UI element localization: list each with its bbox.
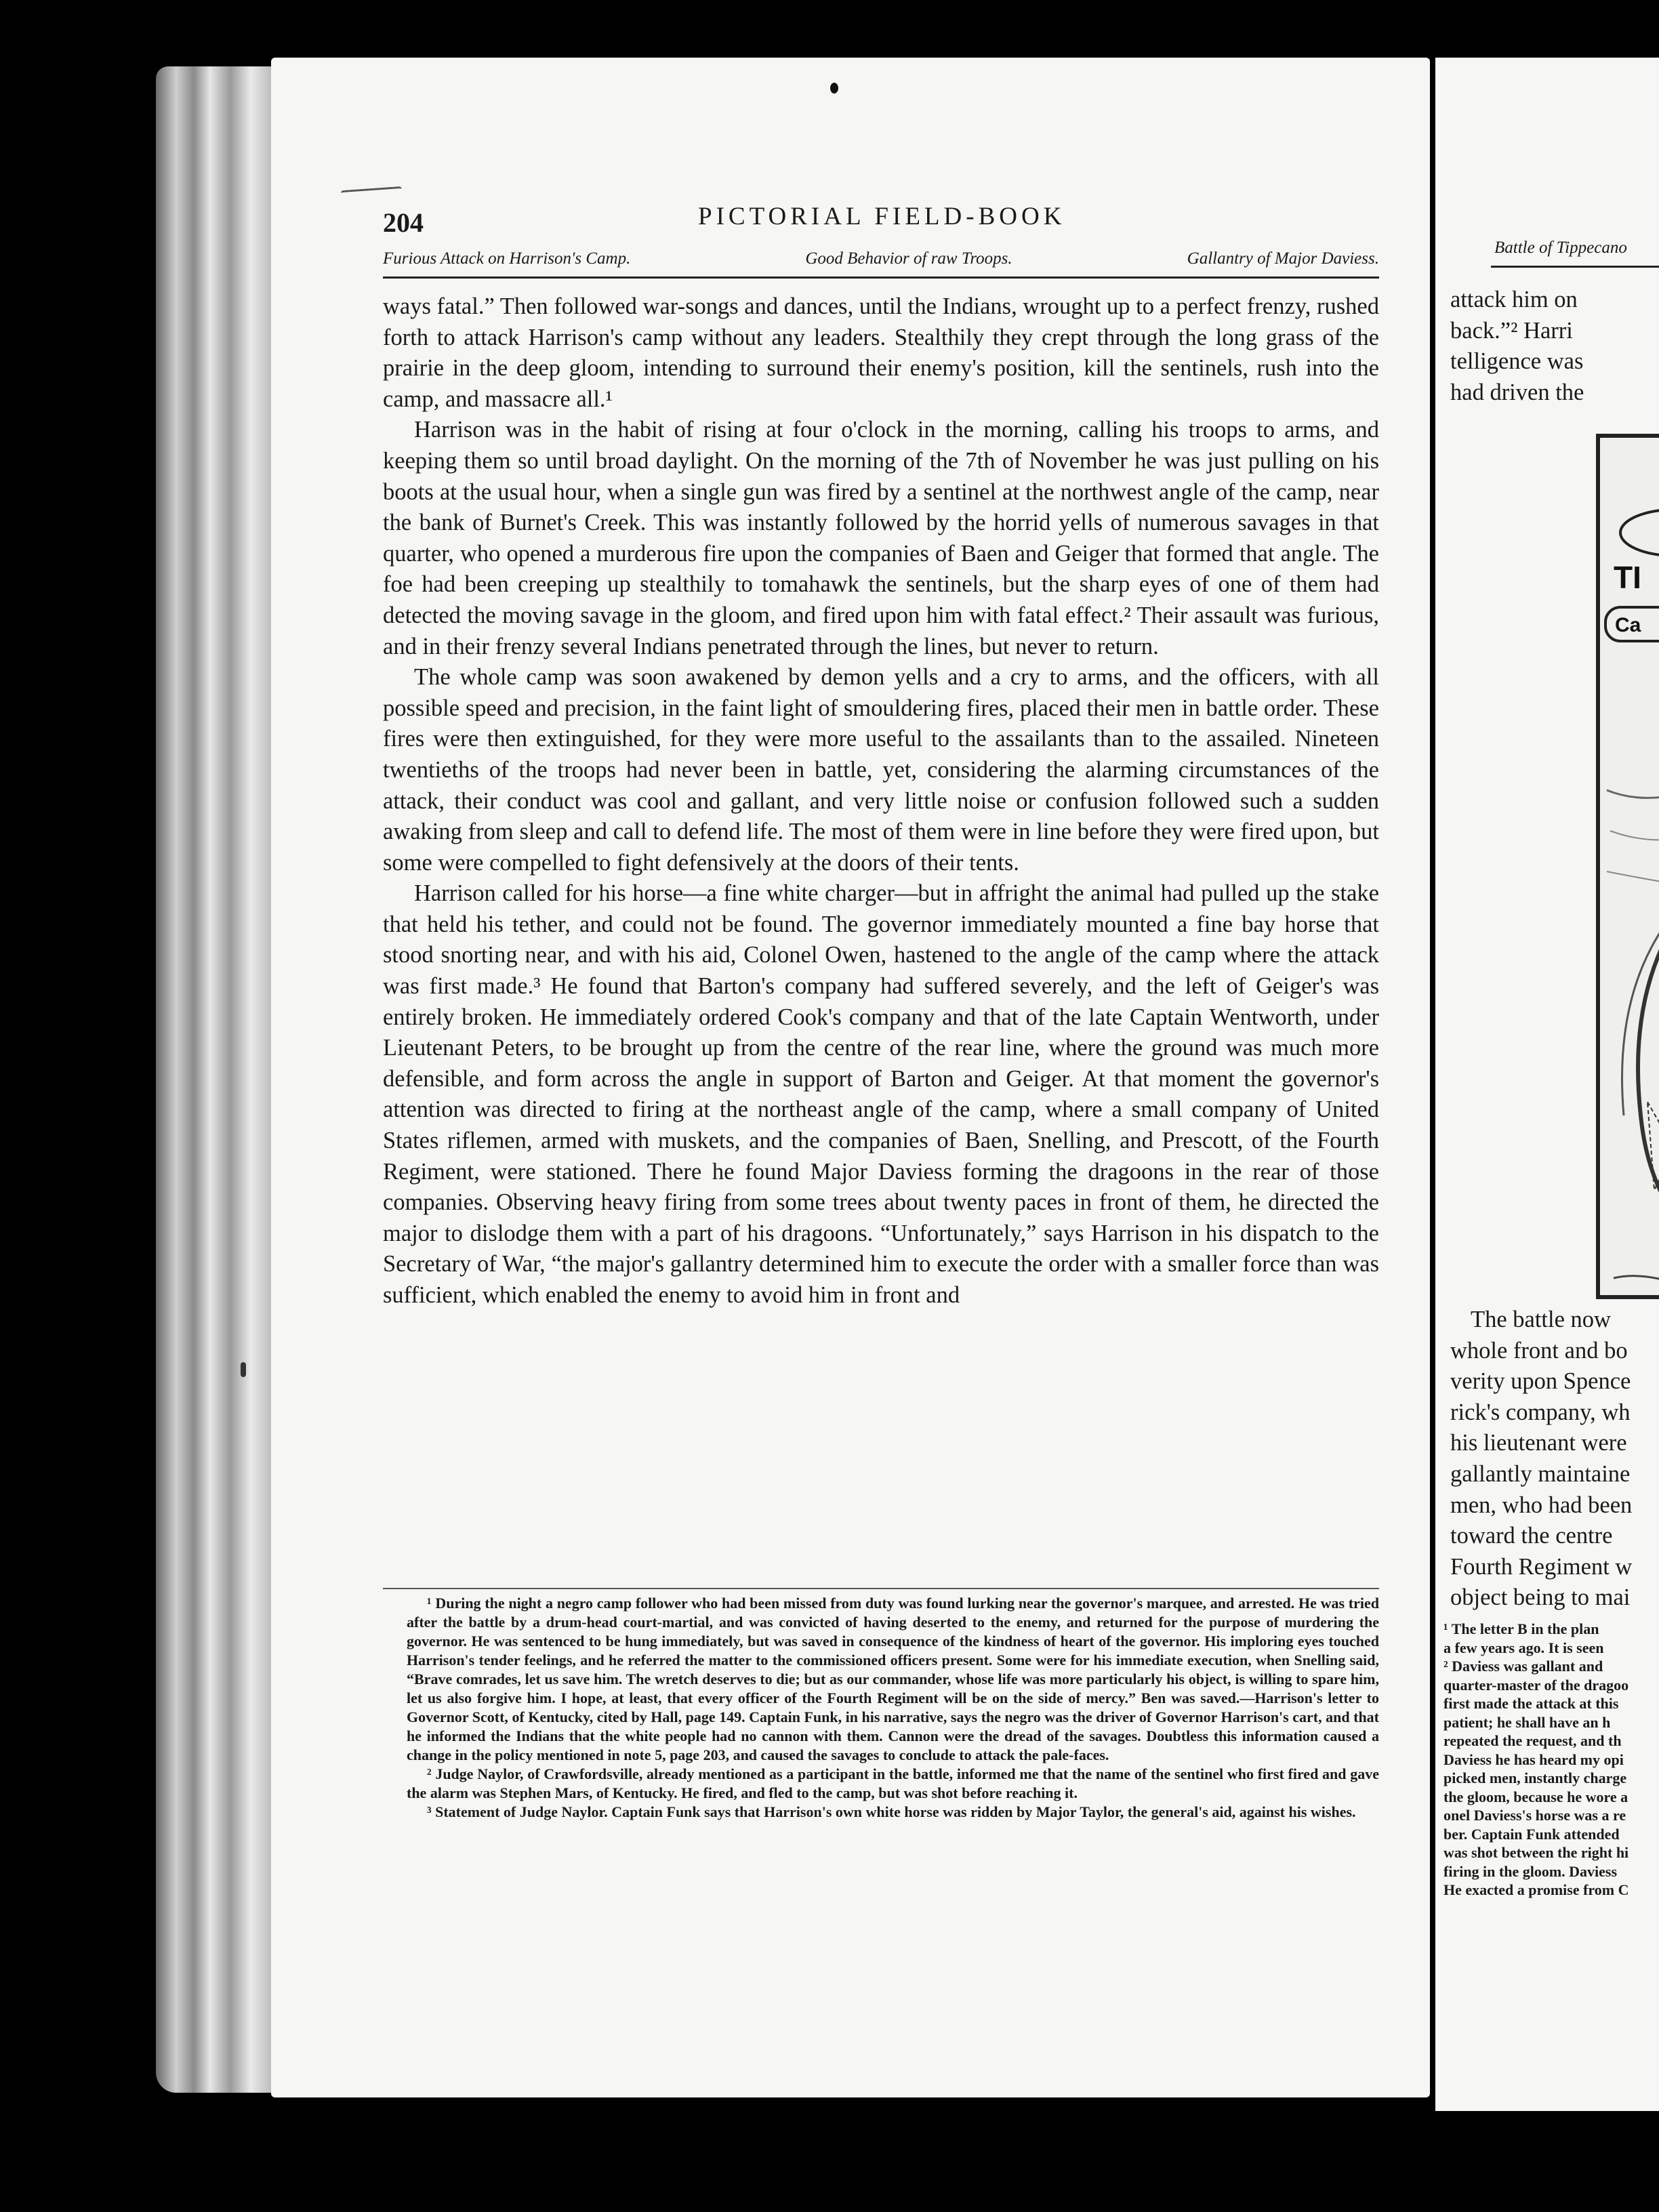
subhead-left: Furious Attack on Harrison's Camp. (383, 249, 631, 268)
note-line: the gloom, because he wore a (1443, 1788, 1629, 1805)
text-line: back.”² Harri (1450, 317, 1573, 344)
note-line: He exacted a promise from C (1443, 1881, 1629, 1898)
running-title: PICTORIAL FIELD-BOOK (698, 203, 1066, 230)
text-line: Fourth Regiment w (1450, 1553, 1633, 1580)
footnotes (407, 1594, 1379, 1822)
note-line: first made the attack at this (1443, 1695, 1619, 1712)
right-page-header-rule (1491, 266, 1659, 268)
note-line: Daviess he has heard my opi (1443, 1750, 1624, 1768)
footnote: ¹ During the night a negro camp follower who had been missed from duty was found lurking near the governor's marquee, and arrested. He was tried after the battle by a drum-head court-martial, and was convicted of having deserted to the enemy, and returned for the purpose of murdering the governor. He was sentenced to be hung immediately, but was saved in consequence of the kindness of heart of the governor. His imploring eyes touched Harrison's tender feelings, and he referred the matter to the commissioned officers present. Some were for his immediate execution, when Snelling said, “Brave comrades, let us save him. The wretch deserves to die; but as our commander, whose life was more particularly his object, is willing to spare him, let us also forgive him. I hope, at least, that every officer of the Fourth Regiment will be on the side of mercy.” Ben was saved.—Harrison's letter to Governor Scott, of Kentucky, cited by Hall, page 149. Captain Funk, in his narrative, says the negro was the driver of Governor Harrison's cart, and that he informed the Indians that the white people had no cannon with them. Cannon were the dread of the savages. Doubtless this information caused a change in the policy mentioned in note 5, page 203, and caused the savages to conclude to attack the pale-faces. (407, 1595, 1379, 1763)
note-line: ² Daviess was gallant and (1443, 1658, 1603, 1675)
note-line: ber. Captain Funk attended (1443, 1825, 1620, 1843)
battle-plan-map (1596, 434, 1659, 1299)
footnote: ² Judge Naylor, of Crawfordsville, already mentioned as a participant in the battle, informed me that the name of the sentinel who first fired and gave the alarm was Stephen Mars, of Kentucky. He fired, and fled to the camp, but was shot before reaching it. (407, 1765, 1379, 1801)
margin-mark (241, 1362, 246, 1377)
paragraph: Harrison was in the habit of rising at four o'clock in the morning, calling his troops to arms, and keeping them so until broad daylight. On the morning of the 7th of November he was just pulling on his boots at the usual hour, when a single gun was fired by a sentinel at the northwest angle of the camp, near the bank of Burnet's Creek. This was instantly followed by the horrid yells of numerous savages in that quarter, who opened a murderous fire upon the companies of Baen and Geiger that formed that angle. The foe had been creeping up stealthily to tomahawk the sentinels, but the sharp eyes of one of them had detected the moving savage in the gloom, and fired upon him with fatal effect.² Their assault was furious, and in their frenzy several Indians penetrated through the lines, but never to return. (383, 417, 1379, 659)
paragraph: Harrison called for his horse—a fine white charger—but in affright the animal had pulled up the stake that held his tether, and could not be found. The governor immediately mounted a fine bay horse that stood snorting near, and with his aid, Colonel Owen, hastened to the angle of the camp where the attack was first made.³ He found that Barton's company had suffered severely, and the left of Geiger's was entirely broken. He immediately ordered Cook's company and that of the late Captain Wentworth, under Lieutenant Peters, to be brought up from the centre of the rear line, where the ground was much more defensible, and form across the angle in support of Barton and Geiger. At that moment the governor's attention was directed to firing at the northeast angle of the camp, where a small company of United States riflemen, armed with muskets, and the companies of Baen, Snelling, and Prescott, of the Fourth Regiment, were stationed. There he found Major Daviess forming the dragoons in the rear of those companies. Observing heavy firing from some trees about twenty paces in front of them, he directed the major to dislodge them with a part of his dragoons. “Unfortunately,” says Harrison in his dispatch to the Secretary of War, “the major's gallantry determined him to execute the order with a smaller force than was sufficient, which enabled the enemy to avoid him in front and (383, 880, 1379, 1308)
footnote-rule (383, 1588, 1379, 1589)
text-line: object being to mai (1450, 1584, 1631, 1611)
note-line: was shot between the right hi (1443, 1844, 1629, 1861)
binding-stitch-mark (830, 83, 838, 94)
note-line: firing in the gloom. Daviess (1443, 1862, 1618, 1880)
body-text (383, 291, 1379, 1311)
note-line: patient; he shall have an h (1443, 1713, 1611, 1731)
text-line: telligence was (1450, 348, 1584, 375)
note-line: ¹ The letter B in the plan (1443, 1620, 1599, 1637)
subhead-center: Good Behavior of raw Troops. (805, 249, 1012, 268)
map-label: TI (1614, 560, 1641, 595)
right-page-footnotes (1443, 1620, 1659, 1900)
note-line: repeated the request, and th (1443, 1732, 1622, 1749)
text-line: had driven the (1450, 379, 1584, 405)
text-line: rick's company, wh (1450, 1399, 1631, 1425)
right-page-lower-text (1450, 1305, 1659, 1614)
text-line: attack him on (1450, 287, 1578, 312)
right-page-subhead: Battle of Tippecano (1494, 239, 1627, 257)
map-drawing (1600, 438, 1659, 1295)
paragraph: The whole camp was soon awakened by demon yells and a cry to arms, and the officers, with all possible speed and precision, in the faint light of smouldering fires, placed their men in battle order. These fires were then extinguished, for they were more useful to the assailants than to the assailed. Nineteen twentieths of the troops had never been in battle, yet, considering the alarming circumstances of the attack, their conduct was cool and gallant, and very little noise or confusion followed such a sudden awaking from sleep and call to defend life. The most of them were in line before they were fired upon, but some were compelled to fight defensively at the doors of their tents. (383, 664, 1379, 876)
footnote: ³ Statement of Judge Naylor. Captain Funk says that Harrison's own white horse was ridden by Major Taylor, the general's aid, against his wishes. (427, 1803, 1356, 1820)
text-line: The battle now (1471, 1307, 1611, 1332)
note-line: onel Daviess's horse was a re (1443, 1807, 1626, 1824)
text-line: whole front and bo (1450, 1337, 1628, 1364)
text-line: his lieutenant were (1450, 1430, 1627, 1456)
right-page-top-text (1450, 285, 1659, 408)
note-line: a few years ago. It is seen (1443, 1639, 1604, 1656)
text-line: gallantly maintaine (1450, 1460, 1631, 1487)
map-label: Ca (1615, 614, 1641, 636)
header-rule (383, 276, 1379, 279)
text-line: men, who had been (1450, 1492, 1633, 1518)
note-line: picked men, instantly charge (1443, 1769, 1627, 1786)
text-line: toward the centre (1450, 1523, 1613, 1549)
note-line: quarter-master of the dragoo (1443, 1676, 1629, 1694)
paragraph: ways fatal.” Then followed war-songs and dances, until the Indians, wrought up to a perfect frenzy, rushed forth to attack Harrison's camp without any leaders. Stealthily they crept through the long grass of the prairie in the deep gloom, intending to surround their enemy's position, kill the sentinels, rush into the camp, and massacre all.¹ (383, 293, 1379, 412)
subhead-right: Gallantry of Major Daviess. (1187, 249, 1379, 268)
subheads (383, 249, 1379, 268)
page-number: 204 (383, 207, 424, 238)
text-line: verity upon Spence (1450, 1368, 1631, 1395)
